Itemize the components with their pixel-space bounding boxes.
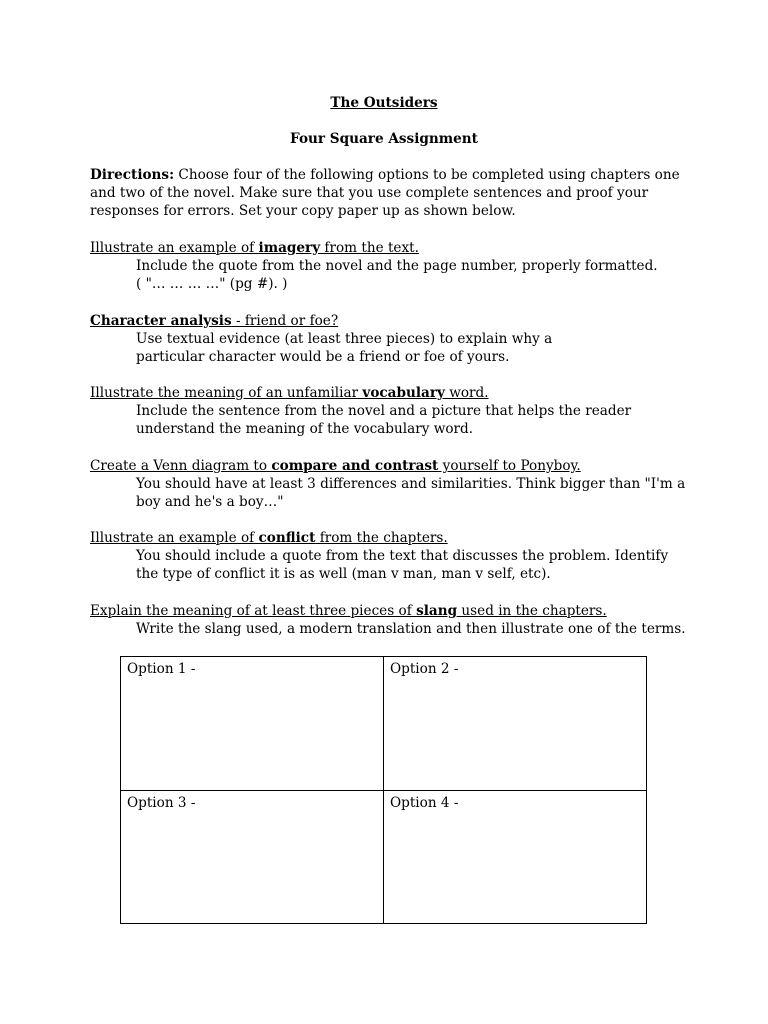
grid-cell-option-2	[384, 657, 646, 791]
option-heading-bold: imagery	[258, 240, 321, 256]
option-description: Include the sentence from the novel and a picture that helps the reader understand the meaning of the vocabulary word.	[136, 403, 632, 438]
option-heading-bold: Character analysis	[90, 313, 232, 329]
grid-cell-label: Option 2 -	[390, 661, 459, 677]
option-heading-bold: compare and contrast	[271, 458, 439, 474]
option-compare-contrast	[90, 457, 690, 512]
option-heading-pre: Create a Venn diagram to	[90, 458, 272, 474]
grid-cell-option-4	[384, 791, 646, 923]
option-heading	[90, 529, 690, 547]
option-heading-post: - friend or foe?	[231, 313, 339, 329]
option-description: Include the quote from the novel and the page number, properly formatted. ( "… … … …" (pg #). )	[136, 258, 658, 293]
option-imagery	[90, 239, 690, 294]
option-heading	[90, 312, 690, 330]
option-heading-post: from the chapters.	[315, 530, 448, 546]
option-heading-pre: Illustrate an example of	[90, 240, 259, 256]
four-square-grid	[120, 656, 647, 924]
document-title: The Outsiders	[330, 95, 438, 111]
option-heading-post: word.	[444, 385, 489, 401]
option-heading-pre: Illustrate the meaning of an unfamiliar	[90, 385, 363, 401]
option-description: You should include a quote from the text that discusses the problem. Identify the type of conflict it is as well (man v man, man v self, etc).	[136, 548, 669, 583]
option-character-analysis	[90, 312, 690, 367]
option-heading-post: used in the chapters.	[457, 603, 607, 619]
option-heading	[90, 602, 690, 620]
option-description: Use textual evidence (at least three pieces) to explain why a particular character would be a friend or foe of yours.	[136, 331, 553, 366]
option-heading	[90, 384, 690, 402]
option-slang	[90, 602, 690, 638]
option-heading-pre: Explain the meaning of at least three pieces of	[90, 603, 417, 619]
option-description: Write the slang used, a modern translation and then illustrate one of the terms.	[136, 621, 686, 638]
document-subtitle: Four Square Assignment	[290, 131, 478, 147]
option-heading-bold: conflict	[258, 530, 316, 546]
grid-cell-label: Option 4 -	[390, 795, 459, 811]
option-heading-post: yourself to Ponyboy.	[438, 458, 581, 474]
option-heading-pre: Illustrate an example of	[90, 530, 259, 546]
grid-cell-option-1	[121, 657, 384, 791]
directions-text: Choose four of the following options to be completed using chapters one and two of the novel. Make sure that you use complete sentences and proof your responses for errors. Set your copy paper up as shown below.	[90, 167, 680, 220]
grid-cell-label: Option 1 -	[127, 661, 196, 677]
option-heading-bold: vocabulary	[362, 385, 445, 401]
grid-cell-option-3	[121, 791, 384, 923]
option-description: You should have at least 3 differences and similarities. Think bigger than "I'm a boy and he's a boy…"	[136, 476, 686, 511]
directions-paragraph	[90, 166, 690, 221]
option-vocabulary	[90, 384, 690, 439]
option-heading-post: from the text.	[320, 240, 419, 256]
option-heading	[90, 457, 690, 475]
grid-cell-label: Option 3 -	[127, 795, 196, 811]
option-heading	[90, 239, 690, 257]
directions-label: Directions:	[90, 167, 175, 183]
option-heading-bold: slang	[416, 603, 458, 619]
option-conflict	[90, 529, 690, 584]
